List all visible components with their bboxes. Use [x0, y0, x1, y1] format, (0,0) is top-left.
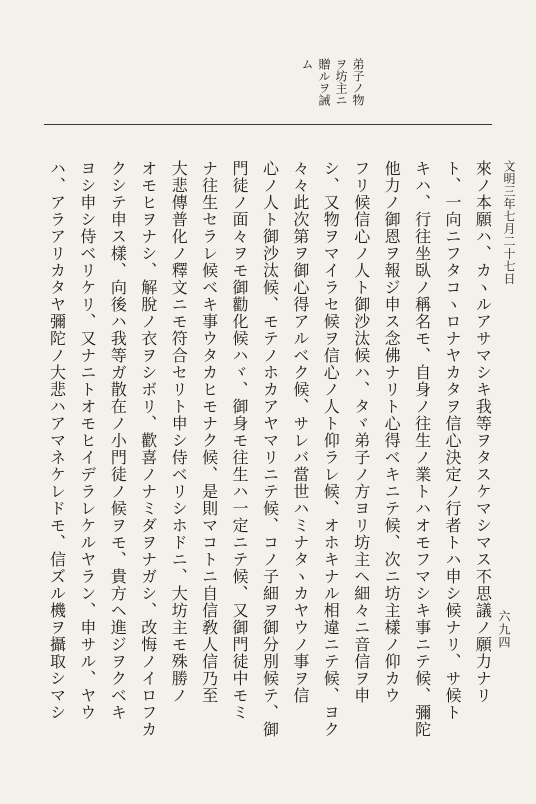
- text-column: フリ候信心ノ人ト御沙汰候ハ、タヾ弟子ノ方ヨリ坊主ヘ細々ニ音信ヲ申: [351, 160, 371, 704]
- text-column: キハ、行往坐臥ノ稱名モ、自身ノ往生ノ業トハオモフマシキ事ニテ候、彌陀: [412, 160, 432, 738]
- text-column: 門徒ノ面々ヲモ御勸化候ハヾ、御身モ往生ハ一定ニテ候、又御門徒中モミ: [230, 160, 250, 721]
- margin-heading-line: ム: [300, 58, 314, 70]
- margin-heading: [300, 58, 364, 128]
- text-column: 他力ノ御恩ヲ報ジ申ス念佛ナリト心得ベキニテ候、次ニ坊主樣ノ仰カウ: [382, 160, 402, 704]
- text-column: シ、又物ヲマイラセ候ヲ信心ノ人ト仰ラレ候、オホキナル相違ニテ候、ヨク: [321, 160, 341, 738]
- text-column: ハ、アラアリカタヤ彌陀ノ大悲ハアマネケレドモ、信ズル機ヲ攝取シマシ: [47, 160, 67, 721]
- text-column: オモヒヲナシ、解脫ノ衣ヲシボリ、歡喜ノナミダヲナガシ、改悔ノイロフカ: [138, 160, 158, 738]
- header-rule: [44, 124, 492, 125]
- text-column: 々々此次第ヲ御心得アルベク候、サレバ當世ハミナタヽカヤウノ事ヲ信: [290, 160, 310, 704]
- margin-heading-line: 贈ルヲ誡: [317, 58, 331, 106]
- date-line: 文明三年七月二十七日: [502, 160, 516, 285]
- text-column: 來ノ本願ハ、カヽルアサマシキ我等ヲタスケマシマス不思議ノ願力ナリ: [473, 160, 493, 704]
- vertical-text-body: [42, 160, 520, 760]
- text-column: ヨシ申シ侍ベリケリ、又ナニトオモヒイデラレケルヤラン、申サル、ヤウ: [77, 160, 97, 721]
- text-column: ト、一向ニフタコヽロナヤカタヲ信心決定ノ行者トハ申シ候ナリ、サ候ト: [442, 160, 462, 721]
- margin-heading-line: ヲ坊主ニ: [334, 58, 348, 106]
- text-column: 大悲傳普化ノ釋文ニモ符合セリト申シ侍ベリシホドニ、大坊主モ殊勝ノ: [169, 160, 189, 704]
- text-column: 心ノ人ト御沙汰候、モテノホカアヤマリニテ候、コノ子細ヲ御分別候テ、御: [260, 160, 280, 738]
- margin-heading-line: 弟子ノ物: [351, 58, 365, 106]
- text-column: ナ往生セラレ候ベキ事ウタカヒモナク候、是則マコトニ自信敎人信乃至: [199, 160, 219, 704]
- page-number: 六九四: [497, 610, 511, 649]
- text-column: クシテ申ス樣、向後ハ我等ガ散在ノ小門徒ノ候ヲモ、貴方ヘ進ジヲクベキ: [108, 160, 128, 721]
